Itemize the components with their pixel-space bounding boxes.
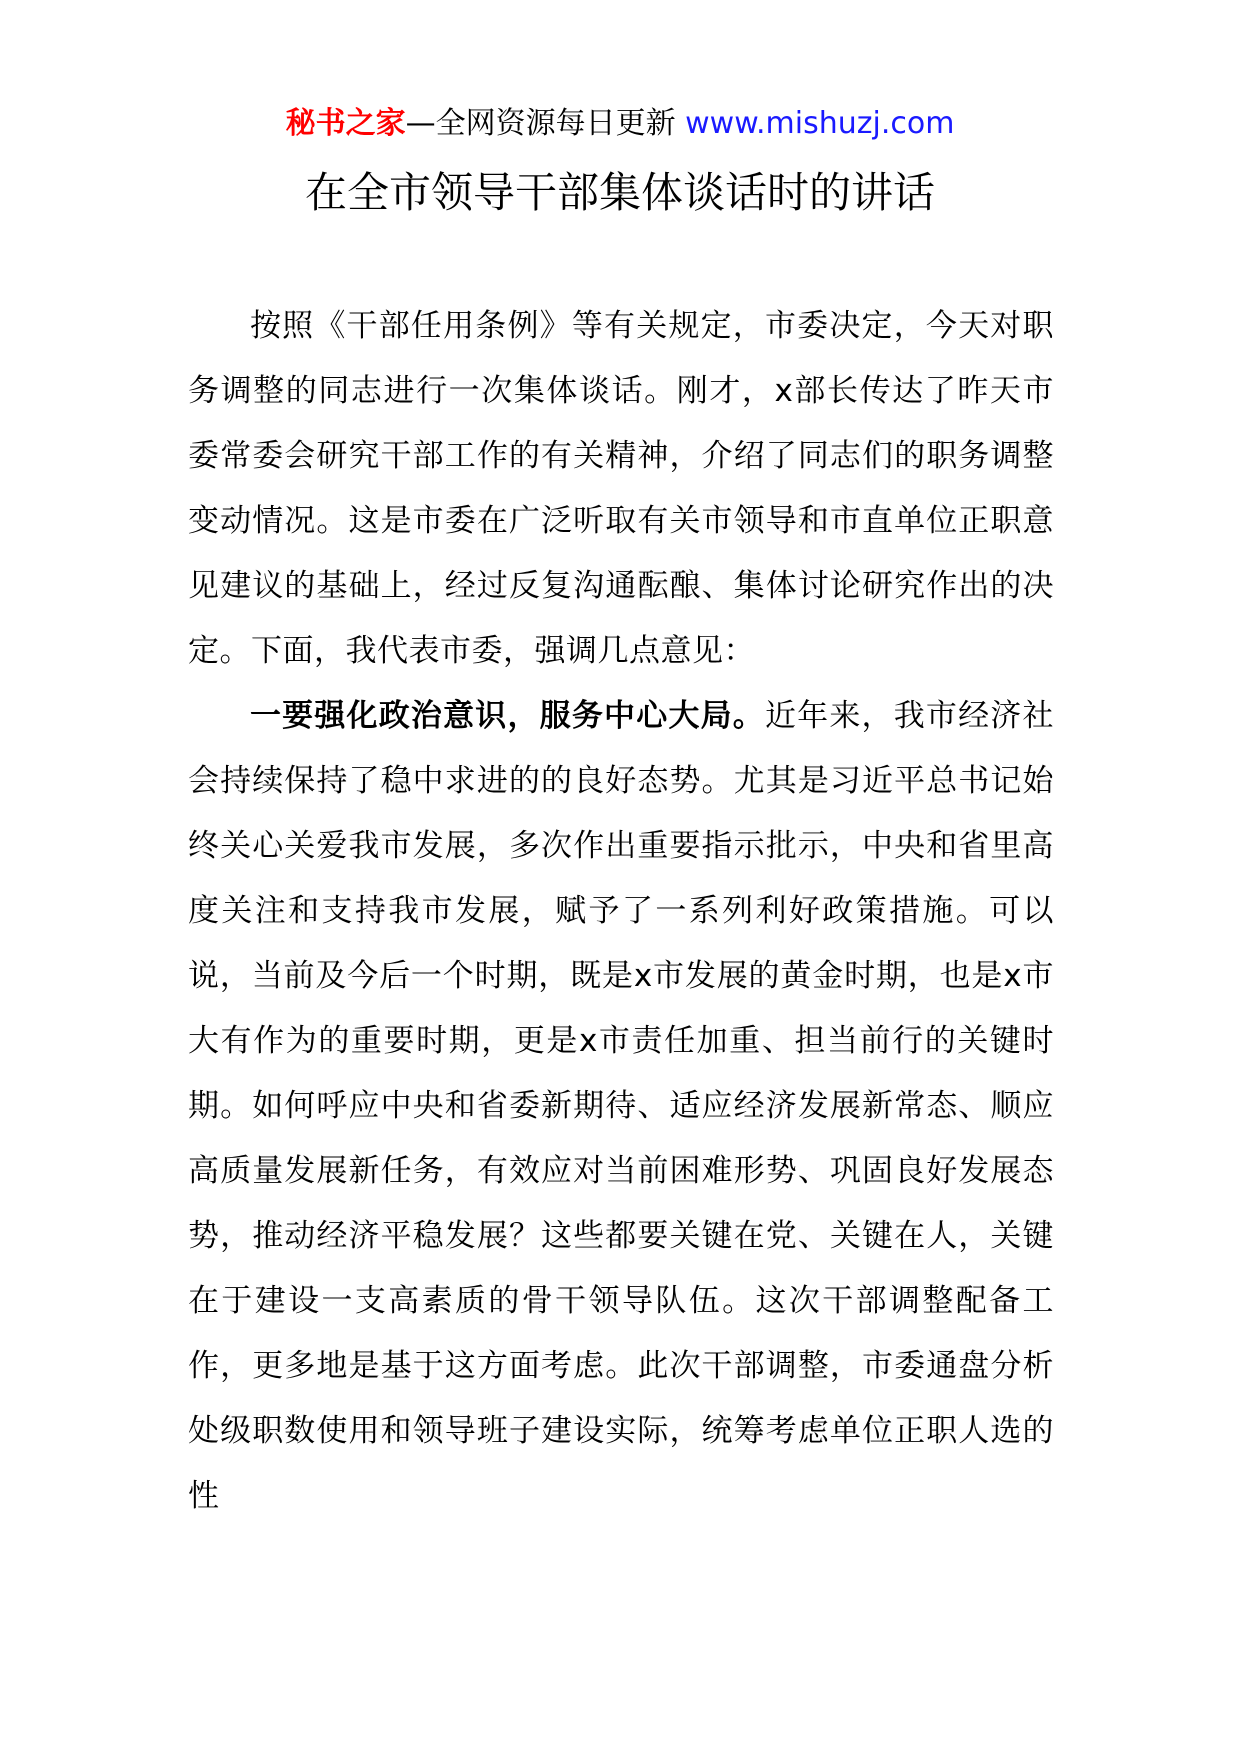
document-body bbox=[188, 294, 1054, 1529]
paragraph-text: 按照《干部任用条例》等有关规定，市委决定，今天对职务调整的同志进行一次集体谈话。刚才，x部长传达了昨天市委常委会研究干部工作的有关精神，介绍了同志们的职务调整变动情况。这是市委在广泛听取有关市领导和市直单位正职意见建议的基础上，经过反复沟通酝酿、集体讨论研究作出的决定。下面，我代表市委，强调几点意见： bbox=[188, 308, 1054, 669]
paragraph-point-one bbox=[188, 684, 1054, 1529]
document-title: 在全市领导干部集体谈话时的讲话 bbox=[304, 168, 935, 217]
site-brand: 秘书之家 bbox=[285, 106, 406, 141]
site-tagline: —全网资源每日更新 bbox=[405, 106, 686, 141]
paragraph-text: 近年来，我市经济社会持续保持了稳中求进的的良好态势。尤其是习近平总书记始终关心关爱我市发展，多次作出重要指示批示，中央和省里高度关注和支持我市发展，赋予了一系列利好政策措施。可以说，当前及今后一个时期，既是x市发展的黄金时期，也是x市大有作为的重要时期，更是x市责任加重、担当前行的关键时期。如何呼应中央和省委新期待、适应经济发展新常态、顺应高质量发展新任务，有效应对当前困难形势、巩固良好发展态势，推动经济平稳发展？这些都要关键在党、关键在人，关键在于建设一支高素质的骨干领导队伍。这次干部调整配备工作，更多地是基于这方面考虑。此次干部调整，市委通盘分析处级职数使用和领导班子建设实际，统筹考虑单位正职人选的性 bbox=[188, 698, 1054, 1514]
site-header bbox=[0, 104, 1240, 144]
paragraph-lead: 一要强化政治意识，服务中心大局。 bbox=[250, 698, 765, 734]
site-url-link[interactable]: www.mishuzj.com bbox=[685, 106, 955, 141]
paragraph-intro bbox=[188, 294, 1054, 684]
